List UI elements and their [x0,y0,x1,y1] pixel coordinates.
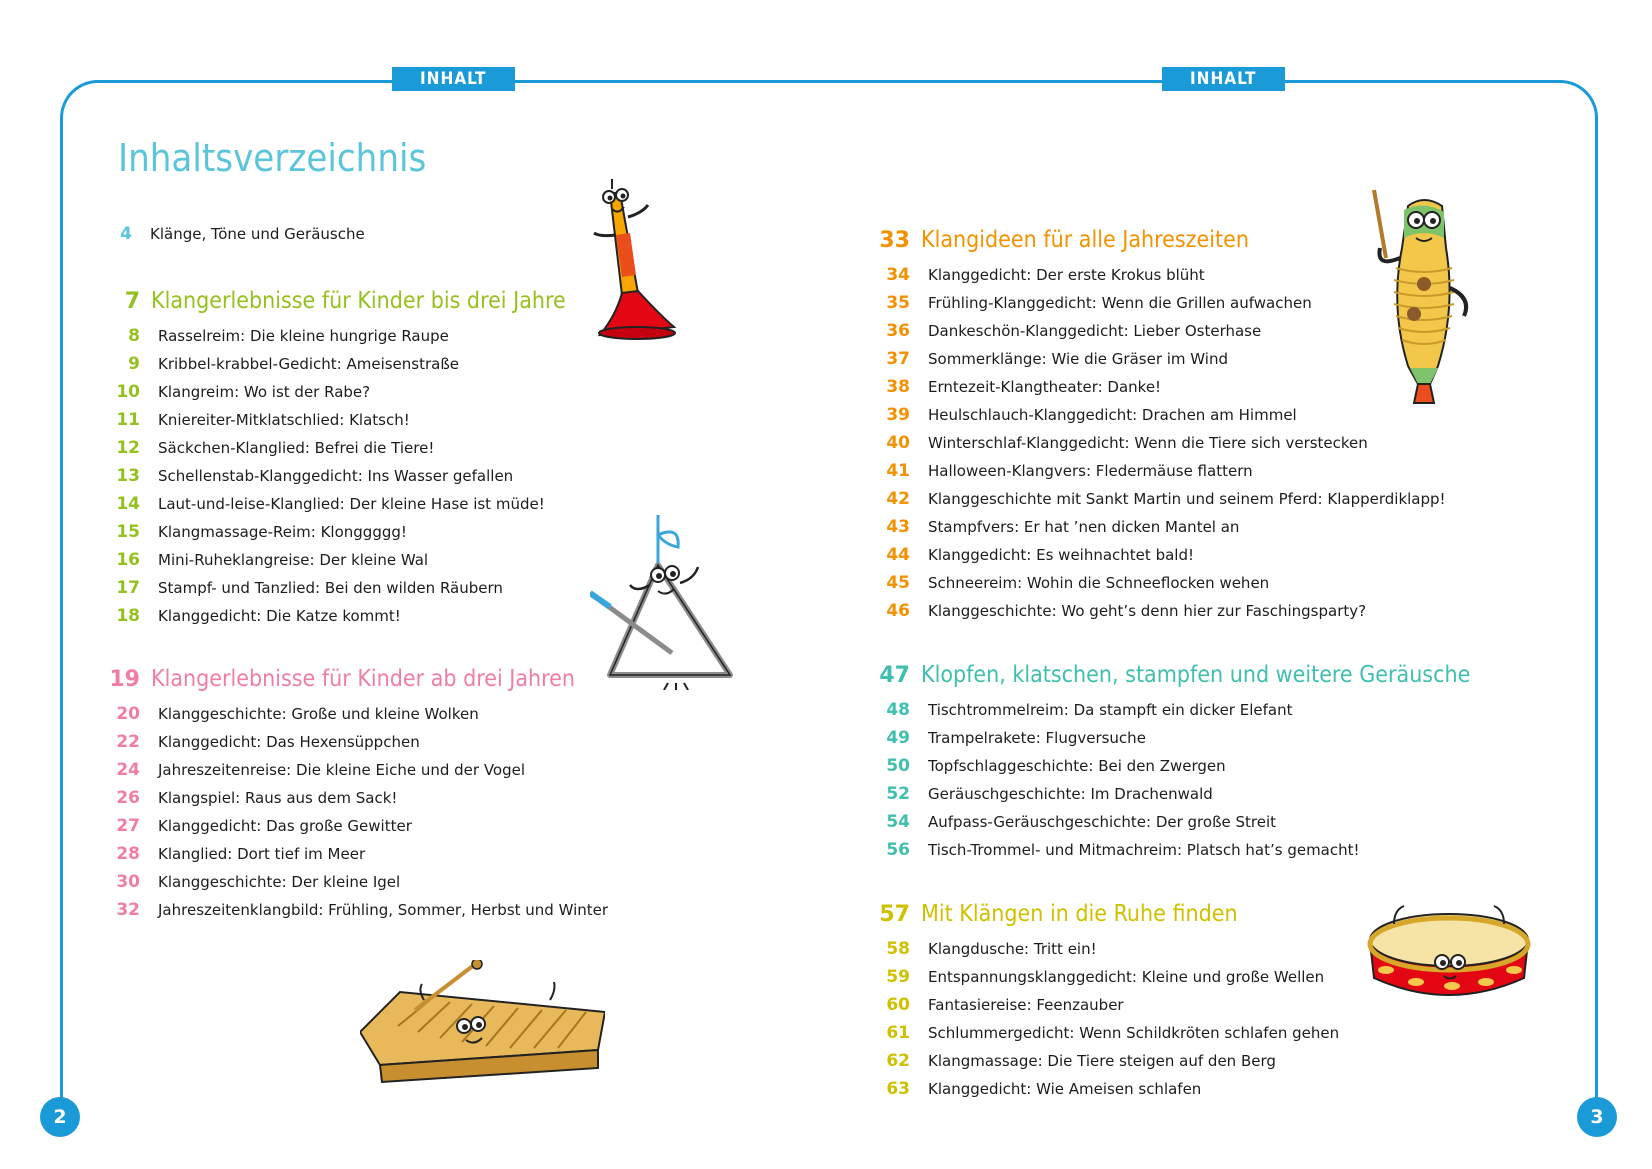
section-ruhe-finden [870,901,1339,1107]
list-item[interactable] [870,405,1446,433]
entry-title: Klangspiel: Raus aus dem Sack! [158,789,398,807]
entry-title: Sommerklänge: Wie die Gräser im Wind [928,350,1228,368]
entry-page-number: 16 [116,550,140,570]
list-item[interactable] [870,1079,1339,1107]
list-item[interactable] [870,1023,1339,1051]
entry-page-number: 26 [116,788,140,808]
entry-title: Frühling-Klanggedicht: Wenn die Grillen aufwachen [928,294,1312,312]
entry-page-number: 48 [886,700,910,720]
entry-title: Klangmassage-Reim: Klonggggg! [158,523,407,541]
entry-page-number: 13 [116,466,140,486]
section-title: Klopfen, klatschen, stampfen und weitere Geräusche [921,662,1471,688]
list-item[interactable] [870,995,1339,1023]
list-item[interactable] [870,1051,1339,1079]
page-title: Inhaltsverzeichnis [118,136,427,180]
entry-title: Kniereiter-Mitklatschlied: Klatsch! [158,411,410,429]
entry-page-number: 42 [886,489,910,509]
intro-entry [92,224,365,252]
entry-page-number: 52 [886,784,910,804]
entry-title: Tischtrommelreim: Da stampft ein dicker Elefant [928,701,1293,719]
entry-page-number: 36 [886,321,910,341]
entry-title: Klanggedicht: Wie Ameisen schlafen [928,1080,1202,1098]
list-item[interactable] [100,816,608,844]
section-heading[interactable] [870,901,1339,939]
list-item[interactable] [100,900,608,928]
list-item[interactable] [100,522,566,550]
inhalt-ribbon-right: INHALT [1174,67,1273,91]
entry-title: Dankeschön-Klanggedicht: Lieber Osterhase [928,322,1262,340]
entry-title: Klangmassage: Die Tiere steigen auf den Berg [928,1052,1276,1070]
entry-title: Stampfvers: Er hat ’nen dicken Mantel an [928,518,1240,536]
entry-page-number: 18 [116,606,140,626]
entry-title: Klanglied: Dort tief im Meer [158,845,366,863]
section-heading[interactable] [870,227,1446,265]
entry-page-number: 61 [886,1023,910,1043]
list-item[interactable] [100,410,566,438]
entry-page-number: 56 [886,840,910,860]
entry-page-number: 50 [886,756,910,776]
list-item[interactable] [100,550,566,578]
entry-title: Mini-Ruheklangreise: Der kleine Wal [158,551,429,569]
entry-page-number: 60 [886,995,910,1015]
list-item[interactable] [100,382,566,410]
xylophone-illustration [360,960,605,1085]
entry-title: Halloween-Klangvers: Fledermäuse flattern [928,462,1253,480]
page-number-left: 2 [40,1097,80,1137]
list-item[interactable] [100,466,566,494]
entry-page-number: 30 [116,872,140,892]
entry-page-number: 17 [116,578,140,598]
entry-title: Stampf- und Tanzlied: Bei den wilden Räubern [158,579,503,597]
entry-title: Entspannungsklanggedicht: Kleine und große Wellen [928,968,1325,986]
entry-page-number: 58 [886,939,910,959]
entry-title: Tisch-Trommel- und Mitmachreim: Platsch hat’s gemacht! [928,841,1360,859]
list-item[interactable] [100,438,566,466]
section-title: Klangerlebnisse für Kinder bis drei Jahre [151,288,566,314]
list-item[interactable] [870,293,1446,321]
list-item[interactable] [100,872,608,900]
entry-title: Klanggeschichte: Große und kleine Wolken [158,705,479,723]
entry-page-number: 11 [116,410,140,430]
entry-page-number: 12 [116,438,140,458]
entry-page-number: 24 [116,760,140,780]
list-item[interactable] [100,788,608,816]
section-klangideen-jahreszeiten [870,227,1446,629]
section-page-number: 19 [109,667,140,692]
list-item[interactable] [870,349,1446,377]
entry-page-number: 45 [886,573,910,593]
entry-page-number: 28 [116,844,140,864]
section-page-number: 57 [879,902,910,927]
entry-page-number: 34 [886,265,910,285]
section-title: Klangideen für alle Jahreszeiten [921,227,1249,253]
section-heading[interactable] [100,666,608,704]
entry-page-number: 44 [886,545,910,565]
entry-page-number: 22 [116,732,140,752]
entry-title: Klanggeschichte: Wo geht’s denn hier zur Faschingsparty? [928,602,1367,620]
entry-title: Heulschlauch-Klanggedicht: Drachen am Himmel [928,406,1297,424]
entry-title: Schellenstab-Klanggedicht: Ins Wasser gefallen [158,467,514,485]
list-item[interactable] [870,840,1470,868]
entry-page-number: 37 [886,349,910,369]
entry-title: Klanggeschichte mit Sankt Martin und seinem Pferd: Klapperdiklapp! [928,490,1446,508]
drum-illustration [1364,900,1534,1005]
entry-title: Klanggedicht: Die Katze kommt! [158,607,401,625]
entry-page-number: 14 [116,494,140,514]
entry-page-number: 63 [886,1079,910,1099]
entry-title: Schneereim: Wohin die Schneeflocken wehen [928,574,1270,592]
entry-page-number: 8 [128,326,140,346]
entry-title: Jahreszeitenklangbild: Frühling, Sommer, Herbst und Winter [158,901,609,919]
list-item[interactable] [100,578,566,606]
section-klangerlebnisse-ab-drei [100,666,608,928]
entry-title: Schlummergedicht: Wenn Schildkröten schlafen gehen [928,1024,1340,1042]
list-item[interactable] [100,844,608,872]
section-heading[interactable] [100,288,566,326]
list-item[interactable] [100,760,608,788]
list-item[interactable] [870,545,1446,573]
list-item[interactable] [870,265,1446,293]
section-page-number: 7 [124,289,140,314]
list-item[interactable] [870,377,1446,405]
section-page-number: 47 [879,663,910,688]
page-number-right: 3 [1577,1097,1617,1137]
entry-title: Klänge, Töne und Geräusche [150,225,365,243]
section-title: Mit Klängen in die Ruhe finden [921,901,1238,927]
list-item[interactable] [870,812,1470,840]
entry-page-number: 59 [886,967,910,987]
entry-page-number: 10 [116,382,140,402]
entry-page-number: 40 [886,433,910,453]
entry-title: Winterschlaf-Klanggedicht: Wenn die Tiere sich verstecken [928,434,1368,452]
entry-title: Klanggedicht: Der erste Krokus blüht [928,266,1205,284]
guiro-illustration [1364,188,1484,428]
list-item[interactable] [870,756,1470,784]
list-item[interactable] [870,489,1446,517]
entry-page-number: 27 [116,816,140,836]
list-item[interactable] [870,700,1470,728]
entry-title: Aufpass-Geräuschgeschichte: Der große Streit [928,813,1277,831]
list-item[interactable] [870,321,1446,349]
list-item[interactable] [100,326,566,354]
list-item[interactable] [870,967,1339,995]
entry-title: Klangdusche: Tritt ein! [928,940,1097,958]
entry-page-number: 35 [886,293,910,313]
list-item[interactable] [870,784,1470,812]
entry-page-number: 38 [886,377,910,397]
entry-title: Klangreim: Wo ist der Rabe? [158,383,371,401]
entry-title: Klanggedicht: Es weihnachtet bald! [928,546,1194,564]
entry-page-number: 41 [886,461,910,481]
entry-page-number: 4 [120,224,132,244]
list-item[interactable] [870,517,1446,545]
entry-page-number: 49 [886,728,910,748]
list-item[interactable] [100,354,566,382]
list-item[interactable] [870,939,1339,967]
list-item[interactable] [100,494,566,522]
entry-page-number: 43 [886,517,910,537]
list-item[interactable] [100,704,608,732]
entry-title: Laut-und-leise-Klanglied: Der kleine Hase ist müde! [158,495,545,513]
entry-title: Geräuschgeschichte: Im Drachenwald [928,785,1213,803]
list-item[interactable] [870,433,1446,461]
entry-title: Klanggedicht: Das große Gewitter [158,817,412,835]
inhalt-ribbon-left: INHALT [404,67,503,91]
list-item[interactable] [92,224,365,252]
entry-page-number: 54 [886,812,910,832]
horn-illustration [590,175,680,345]
entry-title: Säckchen-Klanglied: Befrei die Tiere! [158,439,435,457]
entry-title: Kribbel-krabbel-Gedicht: Ameisenstraße [158,355,460,373]
entry-page-number: 9 [128,354,140,374]
section-klopfen-klatschen [870,662,1470,868]
section-title: Klangerlebnisse für Kinder ab drei Jahren [151,666,576,692]
section-page-number: 33 [879,228,910,253]
entry-title: Klanggedicht: Das Hexensüppchen [158,733,420,751]
section-klangerlebnisse-bis-drei [100,288,566,634]
entry-title: Jahreszeitenreise: Die kleine Eiche und der Vogel [158,761,526,779]
entry-title: Trampelrakete: Flugversuche [928,729,1146,747]
entry-title: Topfschlaggeschichte: Bei den Zwergen [928,757,1226,775]
entry-page-number: 62 [886,1051,910,1071]
section-heading[interactable] [870,662,1470,700]
entry-page-number: 20 [116,704,140,724]
list-item[interactable] [100,606,566,634]
entry-title: Rasselreim: Die kleine hungrige Raupe [158,327,449,345]
entry-title: Klanggeschichte: Der kleine Igel [158,873,401,891]
entry-page-number: 39 [886,405,910,425]
list-item[interactable] [870,728,1470,756]
entry-page-number: 32 [116,900,140,920]
list-item[interactable] [870,461,1446,489]
list-item[interactable] [870,601,1446,629]
entry-title: Fantasiereise: Feenzauber [928,996,1124,1014]
entry-title: Erntezeit-Klangtheater: Danke! [928,378,1162,396]
triangle-illustration [590,515,740,690]
entry-page-number: 15 [116,522,140,542]
list-item[interactable] [100,732,608,760]
list-item[interactable] [870,573,1446,601]
entry-page-number: 46 [886,601,910,621]
